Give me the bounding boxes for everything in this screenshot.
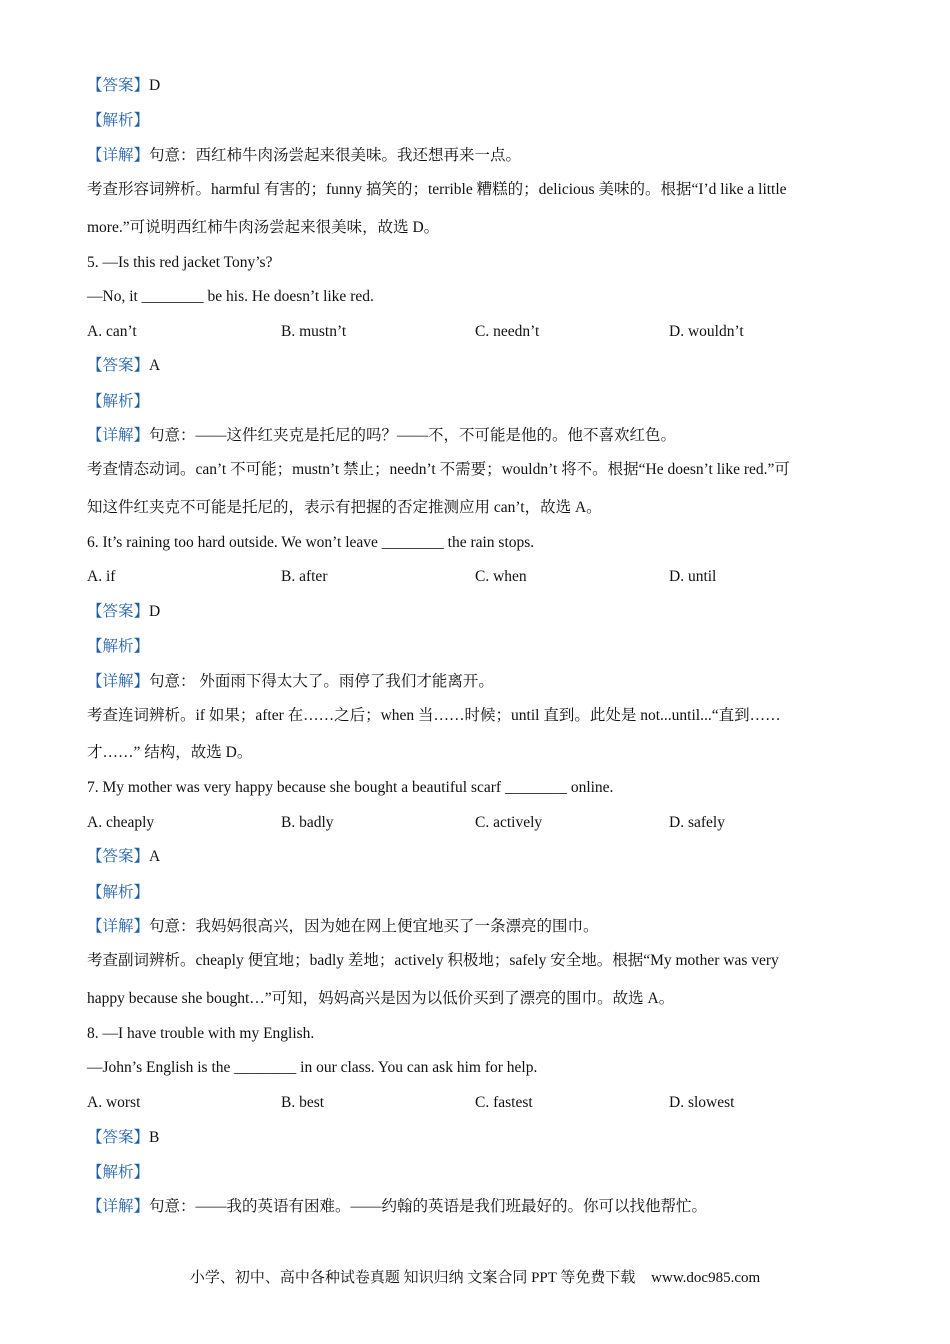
q5-stem-1: 5. —Is this red jacket Tony’s?: [87, 254, 273, 271]
q6-answer-value: D: [149, 603, 161, 620]
q5-option-a: A. can’t: [87, 323, 137, 340]
q5-explain-2: 知这件红夹克不可能是托尼的，表示有把握的否定推测应用 can’t，故选 A。: [87, 499, 602, 516]
q6-option-a: A. if: [87, 568, 116, 585]
q5-detail: 【详解】句意：——这件红夹克是托尼的吗？——不，不可能是他的。他不喜欢红色。: [87, 427, 677, 444]
q7-option-d: D. safely: [669, 814, 725, 831]
q8-analysis-tag: 【解析】: [87, 1164, 150, 1181]
q4-explain-2: more.”可说明西红柿牛肉汤尝起来很美味，故选 D。: [87, 219, 440, 236]
q7-answer-value: A: [149, 848, 161, 865]
q6-detail: 【详解】句意： 外面雨下得太大了。雨停了我们才能离开。: [87, 673, 494, 690]
q8-detail: 【详解】句意：——我的英语有困难。——约翰的英语是我们班最好的。你可以找他帮忙。: [87, 1198, 708, 1215]
q5-stem-2: —No, it ________ be his. He doesn’t like red.: [87, 288, 374, 305]
q7-option-a: A. cheaply: [87, 814, 155, 831]
q7-detail: 【详解】句意：我妈妈很高兴，因为她在网上便宜地买了一条漂亮的围巾。: [87, 918, 599, 935]
q7-stem-1: 7. My mother was very happy because she bought a beautiful scarf ________ online.: [87, 779, 614, 796]
q4-answer: 【答案】D: [87, 77, 161, 94]
q4-detail: 【详解】句意：西红柿牛肉汤尝起来很美味。我还想再来一点。: [87, 147, 522, 164]
q7-option-b: B. badly: [281, 814, 334, 831]
q5-option-d: D. wouldn’t: [669, 323, 744, 340]
q6-answer: 【答案】D: [87, 603, 161, 620]
q7-analysis-tag: 【解析】: [87, 884, 150, 901]
q5-answer-value: A: [149, 357, 161, 374]
q7-explain-1: 考查副词辨析。cheaply 便宜地；badly 差地；actively 积极地；safely 安全地。根据“My mother was very: [87, 952, 779, 969]
q8-option-d: D. slowest: [669, 1094, 735, 1111]
q5-explain-1: 考查情态动词。can’t 不可能；mustn’t 禁止；needn’t 不需要；wouldn’t 将不。根据“He doesn’t like red.”可: [87, 461, 790, 478]
q6-explain-1: 考查连词辨析。if 如果；after 在……之后；when 当……时候；until 直到。此处是 not...until...“直到……: [87, 707, 781, 724]
q5-option-c: C. needn’t: [475, 323, 540, 340]
footer-url[interactable]: www.doc985.com: [651, 1270, 761, 1286]
q8-option-a: A. worst: [87, 1094, 141, 1111]
q7-option-c: C. actively: [475, 814, 543, 831]
q8-option-c: C. fastest: [475, 1094, 533, 1111]
q6-explain-2: 才……” 结构，故选 D。: [87, 744, 253, 761]
page-footer: [0, 1268, 950, 1288]
footer-text: 小学、初中、高中各种试卷真题 知识归纳 文案合同 PPT 等免费下载: [189, 1270, 636, 1286]
q8-stem-1: 8. —I have trouble with my English.: [87, 1025, 315, 1042]
q8-answer: 【答案】B: [87, 1129, 160, 1146]
q5-option-b: B. mustn’t: [281, 323, 347, 340]
q8-answer-value: B: [149, 1129, 160, 1146]
q6-option-b: B. after: [281, 568, 328, 585]
q6-stem-1: 6. It’s raining too hard outside. We won’t leave ________ the rain stops.: [87, 534, 535, 551]
q4-analysis-tag: 【解析】: [87, 112, 150, 129]
q6-option-c: C. when: [475, 568, 527, 585]
q4-answer-value: D: [149, 77, 161, 94]
q4-explain-1: 考查形容词辨析。harmful 有害的；funny 搞笑的；terrible 糟糕的；delicious 美味的。根据“I’d like a little: [87, 181, 787, 198]
q5-answer: 【答案】A: [87, 357, 161, 374]
q5-analysis-tag: 【解析】: [87, 393, 150, 410]
q6-analysis-tag: 【解析】: [87, 638, 150, 655]
q8-option-b: B. best: [281, 1094, 325, 1111]
q7-answer: 【答案】A: [87, 848, 161, 865]
q8-stem-2: —John’s English is the ________ in our class. You can ask him for help.: [87, 1059, 538, 1076]
q6-option-d: D. until: [669, 568, 717, 585]
q7-explain-2: happy because she bought…”可知，妈妈高兴是因为以低价买到了漂亮的围巾。故选 A。: [87, 990, 675, 1007]
